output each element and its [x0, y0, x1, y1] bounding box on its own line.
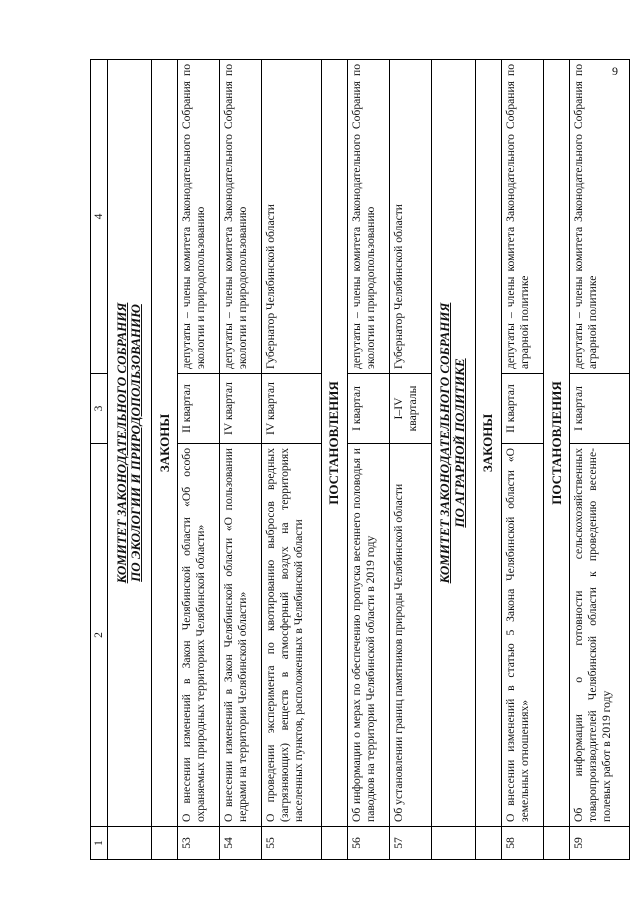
item-number: 56	[348, 827, 390, 860]
committee-title-line: КОМИТЕТ ЗАКОНОДАТЕЛЬНОГО СОБРАНИЯ	[437, 302, 453, 584]
item-responsible: депутаты – члены комитета Законодательного Собрания по экологии и природопользованию	[178, 60, 220, 374]
committee-row	[431, 60, 475, 860]
item-number: 58	[502, 827, 544, 860]
blank-cell	[431, 827, 475, 860]
column-header: 3	[91, 374, 108, 444]
item-term: I квартал	[570, 374, 630, 444]
item-number: 57	[389, 827, 431, 860]
item-term: II квартал	[178, 374, 220, 444]
committee-title-line: КОМИТЕТ ЗАКОНОДАТЕЛЬНОГО СОБРАНИЯ	[113, 302, 129, 584]
item-term: IV квартал	[220, 374, 262, 444]
subsection-row	[151, 60, 177, 860]
item-title: О внесении изменений в статью 5 Закона Челябинской области «О земельных отношениях»	[502, 444, 544, 827]
item-responsible: Губернатор Челябинской области	[389, 60, 431, 374]
table-row	[220, 60, 262, 860]
item-number: 53	[178, 827, 220, 860]
item-term: II квартал	[502, 374, 544, 444]
column-header: 1	[91, 827, 108, 860]
blank-cell	[151, 827, 177, 860]
item-term: I–IV кварталы	[389, 374, 431, 444]
blank-cell	[543, 827, 569, 860]
committee-title	[431, 60, 475, 827]
subsection-heading: ЗАКОНЫ	[475, 60, 501, 827]
subsection-row	[475, 60, 501, 860]
table-row	[570, 60, 630, 860]
item-responsible: Губернатор Челябинской области	[262, 60, 322, 374]
table-row	[178, 60, 220, 860]
item-number: 54	[220, 827, 262, 860]
subsection-row	[321, 60, 347, 860]
item-title: О внесении изменений в Закон Челябинской области «Об особо охраняемых природных территориях Челябинской области»	[178, 444, 220, 827]
page-number: 9	[612, 64, 618, 78]
column-header: 2	[91, 444, 108, 827]
blank-cell	[475, 827, 501, 860]
blank-cell	[321, 827, 347, 860]
table-row	[502, 60, 544, 860]
committee-row	[108, 60, 152, 860]
committee-title-line: ПО АГРАРНОЙ ПОЛИТИКЕ	[452, 358, 468, 528]
subsection-heading: ЗАКОНЫ	[151, 60, 177, 827]
item-number: 55	[262, 827, 322, 860]
plan-table	[90, 59, 630, 860]
committee-title-line: ПО ЭКОЛОГИИ И ПРИРОДОПОЛЬЗОВАНИЮ	[128, 304, 144, 582]
item-title: Об установлении границ памятников природы Челябинской области	[389, 444, 431, 827]
item-term: IV квартал	[262, 374, 322, 444]
table-row	[262, 60, 322, 860]
item-responsible: депутаты – члены комитета Законодательного Собрания по аграрной политике	[570, 60, 630, 374]
item-responsible: депутаты – члены комитета Законодательного Собрания по аграрной политике	[502, 60, 544, 374]
blank-cell	[108, 827, 152, 860]
item-title: Об информации о мерах по обеспечению пропуска весеннего половодья и паводков на территории Челябинской области в 2019 году	[348, 444, 390, 827]
committee-title	[108, 60, 152, 827]
item-term: I квартал	[348, 374, 390, 444]
item-title: О проведении эксперимента по квотированию выбросов вредных (загрязняющих) веществ в атмосферный воздух на территориях населенных пунктов, расположенных в Челябинской области	[262, 444, 322, 827]
rotated-plan-table	[90, 60, 630, 860]
column-header: 4	[91, 60, 108, 374]
subsection-heading: ПОСТАНОВЛЕНИЯ	[543, 60, 569, 827]
table-row	[389, 60, 431, 860]
subsection-heading: ПОСТАНОВЛЕНИЯ	[321, 60, 347, 827]
item-responsible: депутаты – члены комитета Законодательного Собрания по экологии и природопользованию	[348, 60, 390, 374]
column-number-row	[91, 60, 108, 860]
item-title: О внесении изменений в Закон Челябинской области «О пользовании недрами на территории Челябинской области»	[220, 444, 262, 827]
item-number: 59	[570, 827, 630, 860]
subsection-row	[543, 60, 569, 860]
table-row	[348, 60, 390, 860]
item-responsible: депутаты – члены комитета Законодательного Собрания по экологии и природопользованию	[220, 60, 262, 374]
item-title: Об информации о готовности сельскохозяйственных товаропроизводителей Челябинской области к проведению весенне-полевых работ в 2019 году	[570, 444, 630, 827]
